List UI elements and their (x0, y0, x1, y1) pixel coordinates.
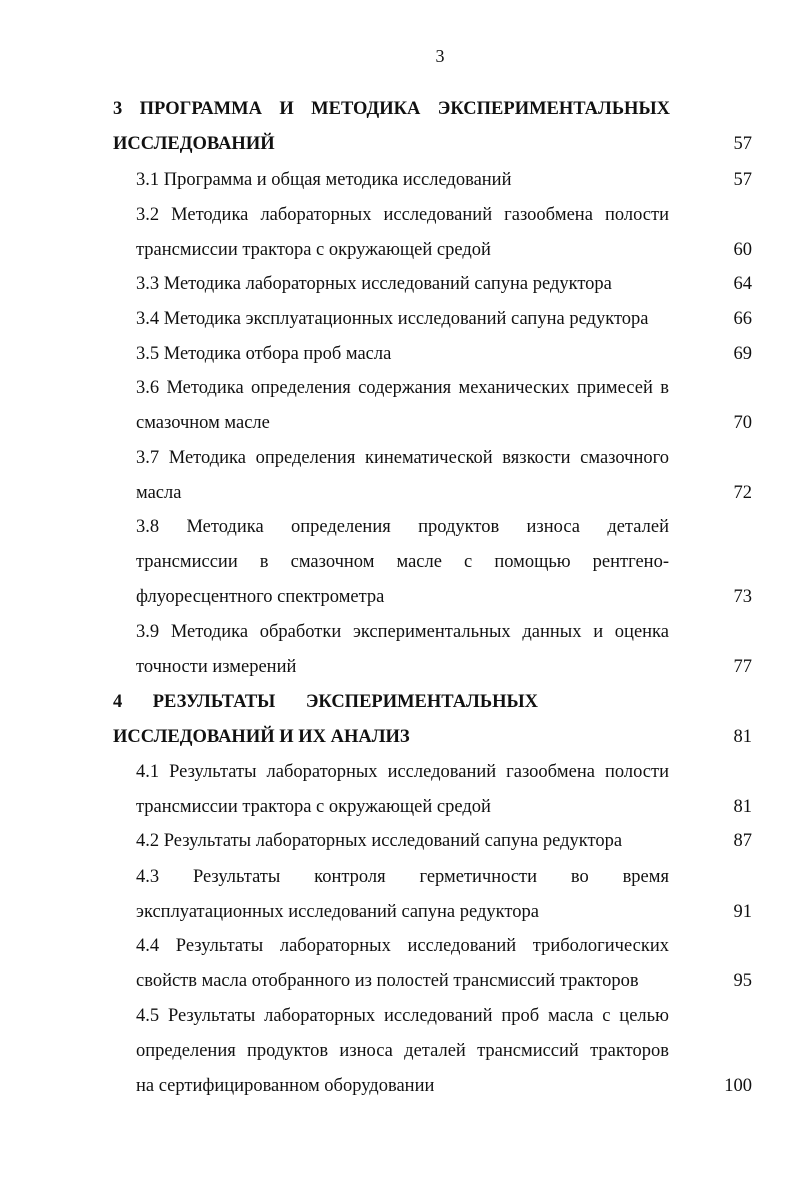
toc-entry-s4-5-line-1: 4.5 Результаты лабораторных исследований проб масла с целью (136, 1006, 669, 1026)
toc-entry-ch4-line-1: 4 РЕЗУЛЬТАТЫ ЭКСПЕРИМЕНТАЛЬНЫХ (113, 692, 538, 712)
toc-page-number-s3-9: 77 (733, 657, 752, 677)
toc-entry-s3-4-line-1: 3.4 Методика эксплуатационных исследований сапуна редуктора (136, 309, 649, 329)
toc-entry-ch4-line-2: ИССЛЕДОВАНИЙ И ИХ АНАЛИЗ (113, 727, 410, 747)
toc-entry-s4-5-line-3: на сертифицированном оборудовании (136, 1076, 435, 1096)
toc-page-number-s4-1: 81 (733, 797, 752, 817)
toc-page-number-ch3: 57 (733, 134, 752, 154)
toc-entry-s4-3-line-1: 4.3 Результаты контроля герметичности во время (136, 867, 669, 887)
toc-entry-s3-7-line-1: 3.7 Методика определения кинематической вязкости смазочного (136, 448, 669, 468)
toc-entry-s4-3-line-2: эксплуатационных исследований сапуна редуктора (136, 902, 539, 922)
toc-entry-ch3-line-1: 3 ПРОГРАММА И МЕТОДИКА ЭКСПЕРИМЕНТАЛЬНЫХ (113, 99, 670, 119)
toc-entry-s3-9-line-1: 3.9 Методика обработки экспериментальных данных и оценка (136, 622, 669, 642)
toc-page-number-s4-3: 91 (733, 902, 752, 922)
toc-page-number-s3-1: 57 (733, 170, 752, 190)
toc-page-number-s4-2: 87 (733, 831, 752, 851)
toc-entry-s3-8-line-2: трансмиссии в смазочном масле с помощью рентгено- (136, 552, 669, 572)
toc-page-number-s4-4: 95 (733, 971, 752, 991)
toc-entry-s3-2-line-1: 3.2 Методика лабораторных исследований газообмена полости (136, 205, 669, 225)
toc-page-number-s3-2: 60 (733, 240, 752, 260)
toc-entry-s3-6-line-1: 3.6 Методика определения содержания механических примесей в (136, 378, 669, 398)
toc-entry-s3-1-line-1: 3.1 Программа и общая методика исследований (136, 170, 512, 190)
toc-entry-s3-9-line-2: точности измерений (136, 657, 297, 677)
toc-entry-s3-8-line-1: 3.8 Методика определения продуктов износа деталей (136, 517, 669, 537)
toc-entry-s4-1-line-2: трансмиссии трактора с окружающей средой (136, 797, 491, 817)
toc-page-number-s3-6: 70 (733, 413, 752, 433)
toc-entry-s3-2-line-2: трансмиссии трактора с окружающей средой (136, 240, 491, 260)
toc-entry-s3-8-line-3: флуоресцентного спектрометра (136, 587, 385, 607)
toc-entry-s3-6-line-2: смазочном масле (136, 413, 270, 433)
toc-entry-s4-1-line-1: 4.1 Результаты лабораторных исследований газообмена полости (136, 762, 669, 782)
toc-page-number-s3-4: 66 (733, 309, 752, 329)
toc-page-number-s4-5: 100 (724, 1076, 752, 1096)
toc-entry-s4-5-line-2: определения продуктов износа деталей трансмиссий тракторов (136, 1041, 669, 1061)
toc-page-number-s3-8: 73 (733, 587, 752, 607)
toc-page-number-s3-5: 69 (733, 344, 752, 364)
toc-entry-s4-2-line-1: 4.2 Результаты лабораторных исследований сапуна редуктора (136, 831, 623, 851)
toc-entry-s4-4-line-1: 4.4 Результаты лабораторных исследований трибологических (136, 936, 669, 956)
toc-entry-s3-7-line-2: масла (136, 483, 182, 503)
toc-entry-s4-4-line-2: свойств масла отобранного из полостей трансмиссий тракторов (136, 971, 639, 991)
toc-entry-s3-3-line-1: 3.3 Методика лабораторных исследований сапуна редуктора (136, 274, 612, 294)
toc-page-number-s3-3: 64 (733, 274, 752, 294)
toc-page-number-ch4: 81 (733, 727, 752, 747)
toc-entry-s3-5-line-1: 3.5 Методика отбора проб масла (136, 344, 392, 364)
toc-entry-ch3-line-2: ИССЛЕДОВАНИЙ (113, 134, 275, 154)
page-number: 3 (435, 46, 445, 66)
toc-page-number-s3-7: 72 (733, 483, 752, 503)
